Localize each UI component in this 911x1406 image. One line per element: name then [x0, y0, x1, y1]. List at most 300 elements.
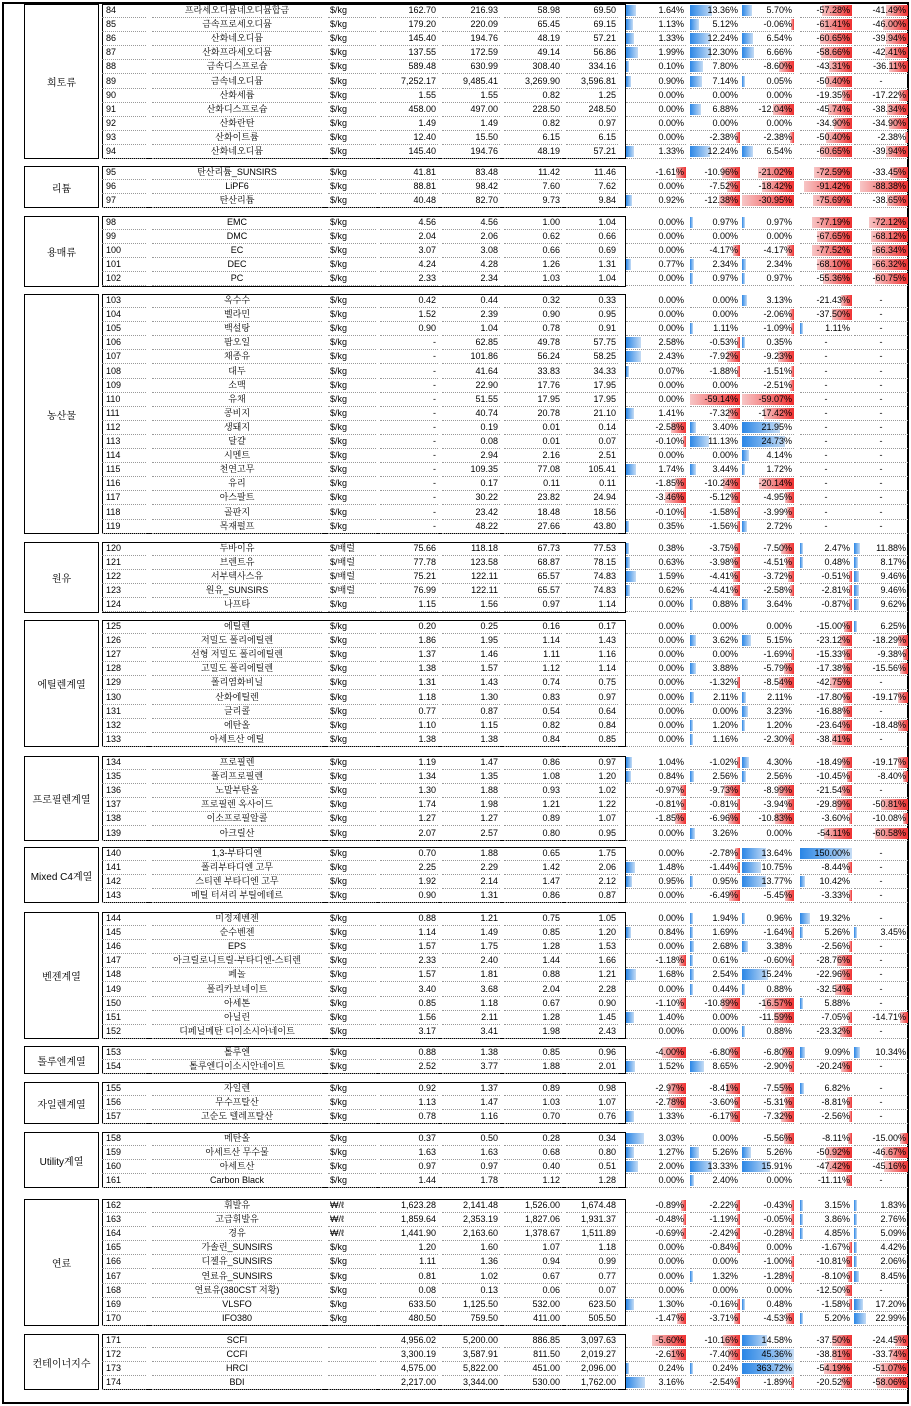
cell-current: 633.50: [380, 1298, 438, 1312]
change-value: -1.85%: [655, 478, 684, 488]
change-cell: [742, 322, 794, 336]
change-cell: [854, 1011, 908, 1025]
change-value: -10.89%: [704, 998, 738, 1008]
cell-low: 0.74: [504, 676, 562, 690]
cell-prev: 69.50: [566, 4, 618, 18]
positive-bar: [742, 599, 748, 610]
change-value: -: [879, 408, 883, 418]
change-cell: [690, 1227, 740, 1241]
cell-high: 4.56: [442, 216, 500, 230]
change-cell: [854, 350, 908, 364]
positive-bar: [626, 19, 633, 30]
cell-prev: 1.75: [566, 847, 618, 861]
cell-item: 생돼지: [152, 421, 322, 435]
cell-low: 0.90: [504, 308, 562, 322]
positive-bar: [800, 998, 803, 1009]
change-value: -58.66%: [816, 47, 850, 57]
change-cell: [742, 1199, 794, 1213]
change-cell: [690, 1199, 740, 1213]
cell-prev: 69.15: [566, 18, 618, 32]
cell-prev: 1.18: [566, 1241, 618, 1255]
cell-index: 151: [102, 1011, 146, 1025]
change-cell: [690, 940, 740, 954]
cell-low: 2.04: [504, 983, 562, 997]
change-cell: [854, 861, 908, 875]
cell-item: Carbon Black: [152, 1174, 322, 1188]
change-cell: [626, 393, 686, 407]
change-value: 0.00%: [712, 1285, 738, 1295]
change-cell: [854, 556, 908, 570]
cell-item: 두바이유: [152, 542, 322, 556]
cell-unit: $/배럴: [328, 556, 376, 570]
change-cell: [742, 1096, 794, 1110]
change-cell: [690, 1082, 740, 1096]
change-value: -51.07%: [872, 1363, 906, 1373]
category-label: 컨테이너지수: [24, 1334, 99, 1390]
cell-item: 프로필렌: [152, 756, 322, 770]
cell-prev: 1.20: [566, 770, 618, 784]
price-table-sheet: [2, 2, 909, 1404]
change-cell: [854, 1334, 908, 1348]
cell-low: 0.82: [504, 719, 562, 733]
change-value: -: [879, 337, 883, 347]
change-cell: [800, 691, 852, 705]
cell-prev: 1.14: [566, 662, 618, 676]
cell-current: 2.07: [380, 827, 438, 841]
cell-unit: $/kg: [328, 648, 376, 662]
change-cell: [800, 1348, 852, 1362]
change-cell: [690, 322, 740, 336]
cell-high: 41.64: [442, 365, 500, 379]
change-cell: [800, 889, 852, 903]
change-value: 12.24%: [707, 33, 738, 43]
cell-low: 0.86: [504, 756, 562, 770]
positive-bar: [742, 521, 747, 532]
table-row: [24, 827, 906, 841]
cell-unit: $/kg: [328, 954, 376, 968]
change-value: -14.71%: [872, 1012, 906, 1022]
change-cell: [854, 798, 908, 812]
cell-index: 173: [102, 1362, 146, 1376]
change-value: 0.61%: [712, 955, 738, 965]
change-value: -77.52%: [816, 245, 850, 255]
change-cell: [626, 308, 686, 322]
change-value: 1.11%: [825, 323, 850, 333]
change-cell: [854, 1046, 908, 1060]
change-cell: [742, 103, 794, 117]
change-cell: [800, 491, 852, 505]
table-row: [24, 1082, 887, 1096]
change-value: -0.06%: [763, 19, 792, 29]
change-value: 1.41%: [658, 408, 684, 418]
change-cell: [854, 32, 908, 46]
change-value: 0.88%: [766, 1026, 792, 1036]
change-value: -7.32%: [709, 408, 738, 418]
change-value: -68.12%: [872, 231, 906, 241]
positive-bar: [800, 557, 803, 568]
change-cell: [742, 180, 794, 194]
change-value: -: [824, 337, 828, 347]
change-value: -: [879, 521, 883, 531]
change-value: -: [879, 1083, 883, 1093]
change-value: -2.90%: [763, 1061, 792, 1071]
change-cell: [800, 1213, 852, 1227]
positive-bar: [690, 828, 695, 839]
change-cell: [742, 1174, 794, 1188]
change-cell: [690, 1298, 740, 1312]
change-value: 0.00%: [766, 1175, 792, 1185]
cell-unit: $/kg: [328, 1312, 376, 1326]
table-row: [24, 1362, 906, 1376]
change-cell: [690, 32, 740, 46]
cell-high: 1.21: [442, 912, 500, 926]
cell-prev: 34.33: [566, 365, 618, 379]
cell-current: 1.86: [380, 634, 438, 648]
change-cell: [800, 46, 852, 60]
change-value: -0.89%: [655, 1200, 684, 1210]
category-label: 연료: [24, 1199, 99, 1326]
change-cell: [854, 940, 908, 954]
cell-low: 0.89: [504, 812, 562, 826]
change-cell: [742, 784, 794, 798]
cell-item: 금속디스프로슘: [152, 60, 322, 74]
change-cell: [626, 1213, 686, 1227]
change-value: 0.00%: [658, 1242, 684, 1252]
change-cell: [690, 861, 740, 875]
change-cell: [626, 1132, 686, 1146]
change-value: -1.67%: [821, 1242, 850, 1252]
positive-bar: [626, 969, 636, 980]
change-value: -30.95%: [758, 195, 792, 205]
cell-current: 1.49: [380, 117, 438, 131]
change-cell: [854, 676, 908, 690]
positive-bar: [626, 33, 634, 44]
change-value: -4.51%: [763, 557, 792, 567]
change-value: -8.11%: [822, 1133, 850, 1143]
change-cell: [690, 463, 740, 477]
cell-item: 금속네오디뮴: [152, 75, 322, 89]
change-value: 3.03%: [658, 1133, 684, 1143]
cell-item: 경유: [152, 1227, 322, 1241]
cell-current: 4,575.00: [380, 1362, 438, 1376]
cell-high: 1.78: [442, 1174, 500, 1188]
cell-prev: 2,096.00: [566, 1362, 618, 1376]
change-cell: [690, 1255, 740, 1269]
positive-bar: [690, 76, 702, 87]
change-value: -: [824, 380, 828, 390]
cell-item: 서부텍사스유: [152, 570, 322, 584]
cell-unit: $/kg: [328, 912, 376, 926]
change-value: 1.33%: [658, 33, 684, 43]
change-cell: [626, 875, 686, 889]
change-cell: [742, 350, 794, 364]
change-value: 0.00%: [712, 118, 738, 128]
change-cell: [690, 117, 740, 131]
cell-low: 0.93: [504, 784, 562, 798]
change-value: 0.00%: [658, 104, 684, 114]
cell-index: 111: [102, 407, 146, 421]
positive-bar: [742, 273, 745, 284]
change-value: -50.81%: [872, 799, 906, 809]
cell-current: 1.14: [380, 926, 438, 940]
change-cell: [690, 1284, 740, 1298]
change-cell: [800, 180, 852, 194]
change-value: 5.26%: [824, 927, 850, 937]
change-cell: [800, 968, 852, 982]
cell-unit: $/kg: [328, 463, 376, 477]
cell-low: 56.24: [504, 350, 562, 364]
cell-unit: $/kg: [328, 336, 376, 350]
positive-bar: [626, 5, 636, 16]
cell-prev: 0.96: [566, 1046, 618, 1060]
cell-current: 1.19: [380, 756, 438, 770]
change-cell: [690, 983, 740, 997]
change-cell: [626, 1298, 686, 1312]
table-row: [24, 733, 887, 747]
positive-bar: [800, 323, 803, 334]
change-value: -: [879, 394, 883, 404]
cell-index: 117: [102, 491, 146, 505]
cell-low: 1,526.00: [504, 1199, 562, 1213]
cell-low: 1.03: [504, 272, 562, 286]
cell-high: 51.55: [442, 393, 500, 407]
change-value: -60.58%: [872, 828, 906, 838]
change-value: -16.57%: [758, 998, 792, 1008]
cell-item: 연료유(380CST 저황): [152, 1284, 322, 1298]
change-cell: [854, 449, 908, 463]
change-value: -4.41%: [709, 585, 738, 595]
cell-low: 0.66: [504, 244, 562, 258]
change-cell: [626, 1046, 686, 1060]
positive-bar: [626, 876, 632, 887]
cell-current: 0.42: [380, 294, 438, 308]
cell-index: 103: [102, 294, 146, 308]
change-cell: [690, 556, 740, 570]
cell-item: 원유_SUNSIRS: [152, 584, 322, 598]
change-value: 0.92%: [658, 195, 684, 205]
change-cell: [742, 827, 794, 841]
change-value: 0.00%: [658, 1285, 684, 1295]
cell-low: 0.67: [504, 997, 562, 1011]
change-value: 0.00%: [658, 394, 684, 404]
positive-bar: [800, 1214, 803, 1225]
cell-high: 3.08: [442, 244, 500, 258]
cell-low: 48.19: [504, 32, 562, 46]
positive-bar: [800, 927, 803, 938]
cell-index: 174: [102, 1376, 146, 1390]
change-value: 1.52%: [658, 1061, 684, 1071]
cell-low: 0.94: [504, 1255, 562, 1269]
change-cell: [742, 435, 794, 449]
change-cell: [854, 983, 908, 997]
cell-index: 107: [102, 350, 146, 364]
positive-bar: [854, 1271, 859, 1282]
change-value: -16.88%: [816, 706, 850, 716]
change-cell: [626, 520, 686, 534]
change-value: 0.00%: [712, 231, 738, 241]
cell-unit: $/kg: [328, 180, 376, 194]
cell-item: 폴리카보네이트: [152, 983, 322, 997]
cell-index: 116: [102, 477, 146, 491]
cell-high: 1.55: [442, 89, 500, 103]
cell-item: 스티렌 부타디엔 고무: [152, 875, 322, 889]
cell-high: 497.00: [442, 103, 500, 117]
change-value: 2.54%: [712, 969, 738, 979]
cell-index: 129: [102, 676, 146, 690]
change-cell: [742, 705, 794, 719]
cell-low: 0.32: [504, 294, 562, 308]
change-value: -: [879, 734, 883, 744]
positive-bar: [626, 757, 632, 768]
table-row: [24, 1011, 906, 1025]
cell-current: 1.37: [380, 648, 438, 662]
positive-bar: [626, 585, 630, 596]
cell-current: 1.31: [380, 676, 438, 690]
cell-index: 118: [102, 506, 146, 520]
change-value: 0.00%: [658, 132, 684, 142]
cell-high: 40.74: [442, 407, 500, 421]
change-cell: [854, 756, 908, 770]
cell-high: 1.63: [442, 1146, 500, 1160]
change-cell: [690, 620, 740, 634]
cell-high: 5,822.00: [442, 1362, 500, 1376]
cell-low: 1.00: [504, 216, 562, 230]
cell-unit: $/배럴: [328, 542, 376, 556]
cell-item: 아세톤: [152, 997, 322, 1011]
change-value: -: [879, 677, 883, 687]
table-row: [24, 491, 887, 505]
change-value: 5.20%: [824, 1313, 850, 1323]
cell-index: 157: [102, 1110, 146, 1124]
positive-bar: [690, 19, 699, 30]
change-value: -0.53%: [709, 337, 738, 347]
cell-unit: $/kg: [328, 449, 376, 463]
change-value: -0.97%: [655, 785, 684, 795]
table-row: [24, 691, 906, 705]
cell-index: 108: [102, 365, 146, 379]
positive-bar: [626, 1299, 634, 1310]
cell-low: 48.19: [504, 145, 562, 159]
change-cell: [800, 770, 852, 784]
cell-current: 0.78: [380, 1110, 438, 1124]
cell-item: 이소프로필알콜: [152, 812, 322, 826]
positive-bar: [690, 955, 693, 966]
change-cell: [690, 89, 740, 103]
change-cell: [690, 827, 740, 841]
cell-low: 11.42: [504, 166, 562, 180]
change-cell: [742, 421, 794, 435]
change-value: -1.10%: [655, 998, 684, 1008]
table-row: [24, 1096, 887, 1110]
cell-unit: [328, 1362, 376, 1376]
category-label: 농산물: [24, 294, 99, 534]
change-value: -7.05%: [821, 1012, 850, 1022]
cell-low: 532.00: [504, 1298, 562, 1312]
change-value: 3.64%: [766, 599, 792, 609]
change-value: 10.34%: [875, 1047, 906, 1057]
cell-unit: $/kg: [328, 322, 376, 336]
change-cell: [626, 1348, 686, 1362]
change-cell: [626, 598, 686, 612]
change-value: 24.73%: [761, 436, 792, 446]
cell-high: 98.42: [442, 180, 500, 194]
positive-bar: [626, 1133, 644, 1144]
change-cell: [742, 983, 794, 997]
change-value: 1.69%: [712, 927, 738, 937]
cell-high: 22.90: [442, 379, 500, 393]
change-value: 0.00%: [658, 1271, 684, 1281]
change-value: 0.84%: [658, 771, 684, 781]
cell-item: 가솔린_SUNSIRS: [152, 1241, 322, 1255]
cell-current: 480.50: [380, 1312, 438, 1326]
change-cell: [854, 244, 908, 258]
positive-bar: [800, 913, 810, 924]
cell-item: 아세트산 무수물: [152, 1146, 322, 1160]
change-cell: [800, 60, 852, 74]
change-cell: [742, 89, 794, 103]
change-value: 0.00%: [766, 828, 792, 838]
cell-item: 나프타: [152, 598, 322, 612]
change-value: 9.46%: [880, 585, 906, 595]
positive-bar: [626, 464, 636, 475]
change-value: -: [824, 422, 828, 432]
cell-unit: $/kg: [328, 875, 376, 889]
change-cell: [626, 847, 686, 861]
positive-bar: [854, 571, 859, 582]
change-cell: [742, 379, 794, 393]
change-value: -: [879, 351, 883, 361]
positive-bar: [626, 337, 641, 348]
change-cell: [690, 912, 740, 926]
category-group: [24, 847, 887, 903]
cell-current: -: [380, 393, 438, 407]
cell-high: 109.35: [442, 463, 500, 477]
positive-bar: [854, 599, 859, 610]
table-row: [24, 770, 906, 784]
cell-current: 1,859.64: [380, 1213, 438, 1227]
change-cell: [800, 421, 852, 435]
change-cell: [742, 166, 794, 180]
change-value: 0.00%: [658, 677, 684, 687]
change-value: -: [879, 1285, 883, 1295]
cell-high: 0.44: [442, 294, 500, 308]
cell-current: -: [380, 520, 438, 534]
change-cell: [626, 350, 686, 364]
change-cell: [742, 861, 794, 875]
change-cell: [800, 1255, 852, 1269]
change-cell: [626, 1146, 686, 1160]
change-value: -29.89%: [816, 799, 850, 809]
cell-prev: 1.22: [566, 798, 618, 812]
cell-index: 154: [102, 1060, 146, 1074]
change-value: -: [879, 507, 883, 517]
change-value: 0.00%: [766, 231, 792, 241]
change-value: -21.54%: [816, 785, 850, 795]
cell-prev: 56.86: [566, 46, 618, 60]
change-cell: [690, 756, 740, 770]
cell-current: 75.21: [380, 570, 438, 584]
change-cell: [800, 272, 852, 286]
change-value: -34.90%: [872, 118, 906, 128]
change-cell: [742, 194, 794, 208]
change-cell: [800, 322, 852, 336]
change-cell: [690, 166, 740, 180]
table-row: [24, 556, 906, 570]
cell-prev: 0.84: [566, 719, 618, 733]
change-value: 0.88%: [766, 984, 792, 994]
table-row: [24, 350, 887, 364]
table-row: [24, 145, 906, 159]
